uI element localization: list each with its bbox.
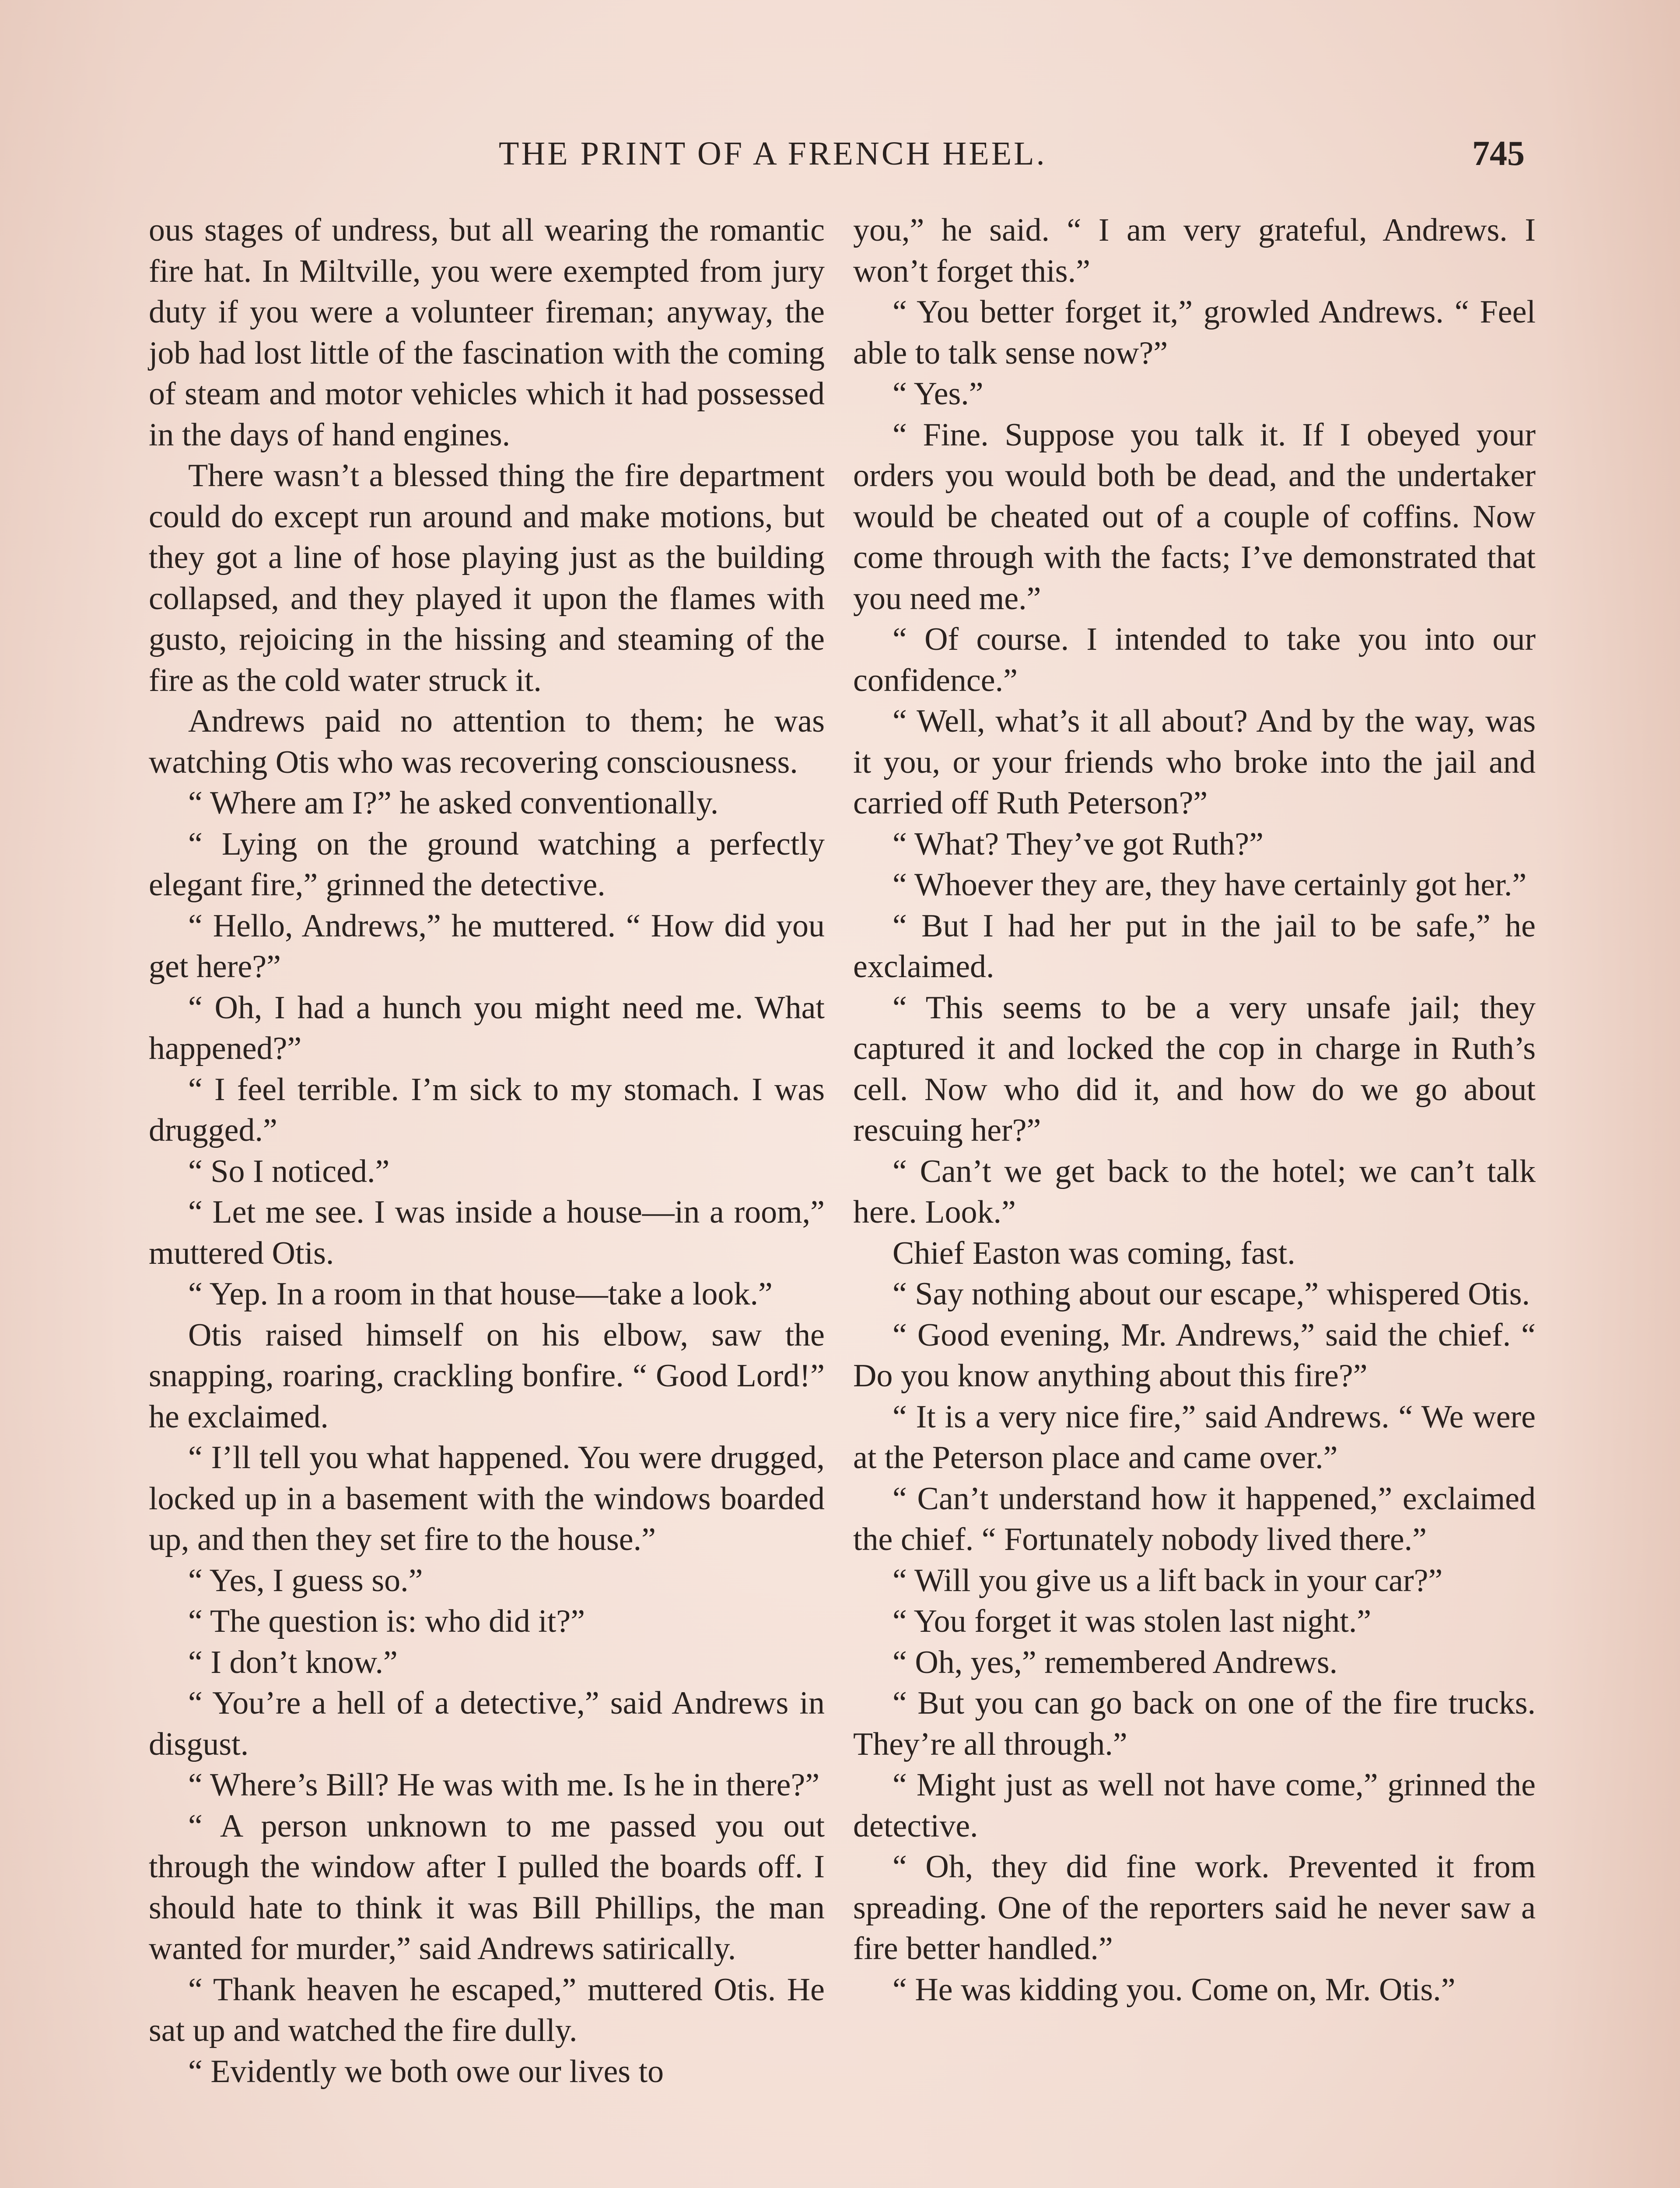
paragraph: “ Oh, yes,” remembered Andrews. bbox=[892, 1644, 1338, 1680]
paragraph: “ Oh, they did fine work. Prevented it from spreading. One of the reporters said he never saw a fire better handled.” bbox=[853, 1849, 1536, 1967]
paragraph: “ Can’t understand how it happened,” exclaimed the chief. “ Fortunately nobody lived there.” bbox=[853, 1480, 1536, 1557]
paragraph: There wasn’t a blessed thing the fire department could do except run around and make motions, but they got a line of hose playing just as the building collapsed, and they played it upon the flames with gusto, rejoicing in the hissing and steaming of the fire as the cold water struck it. bbox=[149, 458, 825, 698]
paragraph: “ Yes, I guess so.” bbox=[188, 1562, 423, 1599]
paragraph: “ But you can go back on one of the fire trucks. They’re all through.” bbox=[853, 1685, 1536, 1762]
paragraph: “ He was kidding you. Come on, Mr. Otis.” bbox=[892, 1971, 1456, 2008]
paragraph: “ Thank heaven he escaped,” muttered Otis. He sat up and watched the fire dully. bbox=[149, 1971, 825, 2048]
paragraph: Chief Easton was coming, fast. bbox=[892, 1235, 1295, 1271]
paragraph: “ Might just as well not have come,” grinned the detective. bbox=[853, 1767, 1536, 1844]
paragraph: “ Well, what’s it all about? And by the way, was it you, or your friends who broke into the jail and carried off Ruth Peterson?” bbox=[853, 703, 1536, 821]
paragraph: Andrews paid no attention to them; he was watching Otis who was recovering consciousness. bbox=[149, 703, 825, 780]
paragraph: “ But I had her put in the jail to be safe,” he exclaimed. bbox=[853, 908, 1536, 985]
paragraph: “ Hello, Andrews,” he muttered. “ How did you get here?” bbox=[149, 908, 825, 985]
paragraph: “ Will you give us a lift back in your car?” bbox=[892, 1562, 1443, 1599]
paragraph: “ Yep. In a room in that house—take a look.” bbox=[188, 1276, 773, 1312]
running-title: THE PRINT OF A FRENCH HEEL. bbox=[499, 135, 1047, 172]
paragraph: “ Whoever they are, they have certainly got her.” bbox=[892, 867, 1527, 903]
paragraph: “ So I noticed.” bbox=[188, 1153, 390, 1189]
paragraph: “ You better forget it,” growled Andrews. “ Feel able to talk sense now?” bbox=[853, 294, 1536, 371]
paragraph: “ You forget it was stolen last night.” bbox=[892, 1603, 1372, 1639]
paragraph: “ What? They’ve got Ruth?” bbox=[892, 826, 1264, 862]
paragraph: “ Let me see. I was inside a house—in a room,” muttered Otis. bbox=[149, 1194, 825, 1271]
paragraph: “ Evidently we both owe our lives to bbox=[188, 2053, 664, 2090]
right-column bbox=[853, 210, 1536, 2010]
paragraph: “ The question is: who did it?” bbox=[188, 1603, 585, 1639]
paragraph: “ I don’t know.” bbox=[188, 1644, 398, 1680]
paragraph: Otis raised himself on his elbow, saw the snapping, roaring, crackling bonfire. “ Good Lord!” he exclaimed. bbox=[149, 1317, 825, 1435]
paragraph: “ Fine. Suppose you talk it. If I obeyed your orders you would both be dead, and the undertaker would be cheated out of a couple of coffins. Now come through with the facts; I’ve demonstrated that you need me.” bbox=[853, 417, 1536, 617]
page-number: 745 bbox=[1472, 134, 1525, 173]
paragraph: “ I feel terrible. I’m sick to my stomach. I was drugged.” bbox=[149, 1071, 825, 1148]
paragraph: “ This seems to be a very unsafe jail; they captured it and locked the cop in charge in Ruth’s cell. Now who did it, and how do we go about rescuing her?” bbox=[853, 989, 1536, 1148]
paragraph: you,” he said. “ I am very grateful, Andrews. I won’t forget this.” bbox=[853, 212, 1536, 289]
left-column bbox=[149, 210, 825, 2092]
paragraph: “ It is a very nice fire,” said Andrews. “ We were at the Peterson place and came over.” bbox=[853, 1399, 1536, 1476]
paragraph: “ Lying on the ground watching a perfectly elegant fire,” grinned the detective. bbox=[149, 826, 825, 903]
paragraph: “ I’ll tell you what happened. You were drugged, locked up in a basement with the windows boarded up, and then they set fire to the house.” bbox=[149, 1440, 825, 1557]
paragraph: “ Say nothing about our escape,” whispered Otis. bbox=[892, 1276, 1530, 1312]
paragraph: “ Oh, I had a hunch you might need me. What happened?” bbox=[149, 989, 825, 1066]
paragraph: “ Yes.” bbox=[892, 376, 984, 412]
paragraph: “ A person unknown to me passed you out through the window after I pulled the boards off. I should hate to think it was Bill Phillips, the man wanted for murder,” said Andrews satirically. bbox=[149, 1808, 825, 1967]
paragraph: “ You’re a hell of a detective,” said Andrews in disgust. bbox=[149, 1685, 825, 1762]
paragraph: “ Where’s Bill? He was with me. Is he in there?” bbox=[188, 1767, 820, 1803]
paragraph: ous stages of undress, but all wearing the romantic fire hat. In Miltville, you were exempted from jury duty if you were a volunteer fireman; anyway, the job had lost little of the fascination with the coming of steam and motor vehicles which it had possessed in the days of hand engines. bbox=[149, 212, 825, 453]
paragraph: “ Of course. I intended to take you into our confidence.” bbox=[853, 621, 1536, 698]
page-header bbox=[0, 130, 1680, 178]
paragraph: “ Where am I?” he asked conventionally. bbox=[188, 785, 719, 821]
paragraph: “ Good evening, Mr. Andrews,” said the chief. “ Do you know anything about this fire?” bbox=[853, 1317, 1536, 1394]
paragraph: “ Can’t we get back to the hotel; we can’t talk here. Look.” bbox=[853, 1153, 1536, 1230]
